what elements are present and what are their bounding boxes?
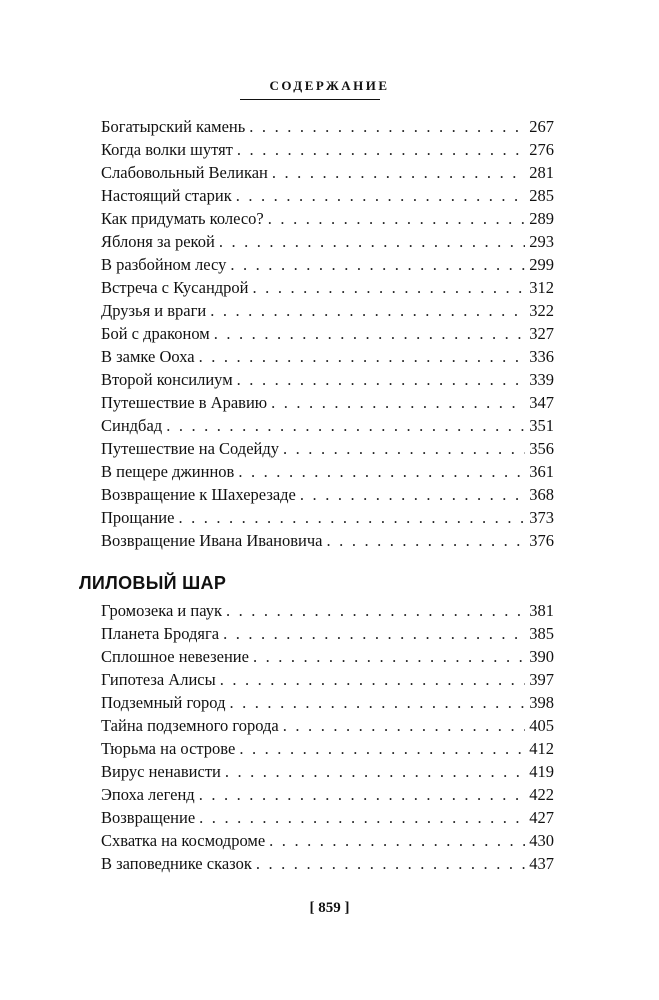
toc-leader-dots: [239, 739, 525, 759]
toc-entry-page: 267: [529, 117, 554, 136]
toc-entry-page: 285: [529, 186, 554, 205]
toc-entry: [101, 186, 554, 208]
toc-entry: [101, 439, 554, 461]
toc-leader-dots: [199, 785, 526, 805]
toc-leader-dots: [219, 232, 525, 252]
toc-entry: [101, 117, 554, 139]
toc-entry-page: 361: [529, 462, 554, 481]
toc-entry: [101, 393, 554, 415]
toc-entry-title: Сплошное невезение: [101, 647, 249, 666]
toc-entry-page: 327: [529, 324, 554, 343]
toc-entry: [101, 232, 554, 254]
toc-entry: [101, 324, 554, 346]
toc-entry: [101, 739, 554, 761]
toc-entry-title: Возвращение к Шахерезаде: [101, 485, 296, 504]
toc-entry-title: Друзья и враги: [101, 301, 207, 320]
toc-leader-dots: [225, 762, 525, 782]
toc-entry-title: Яблоня за рекой: [101, 232, 215, 251]
toc-leader-dots: [230, 255, 525, 275]
toc-entry-title: В пещере джиннов: [101, 462, 235, 481]
toc-entry: [101, 347, 554, 369]
toc-entry-title: Возвращение Ивана Ивановича: [101, 531, 323, 550]
toc-entry: [101, 485, 554, 507]
toc-entry-title: Тюрьма на острове: [101, 739, 236, 758]
toc-entry-title: Путешествие в Аравию: [101, 393, 268, 412]
toc-entry: [101, 785, 554, 807]
toc-leader-dots: [256, 854, 525, 874]
toc-leader-dots: [214, 324, 526, 344]
toc-entry: [101, 508, 554, 530]
toc-leader-dots: [269, 831, 525, 851]
toc-entry-page: 437: [529, 854, 554, 873]
toc-entry-page: 376: [529, 531, 554, 550]
toc-entry: [101, 140, 554, 162]
toc-entry-title: Синдбад: [101, 416, 163, 435]
toc-entry: [101, 670, 554, 692]
toc-entry-title: Встреча с Кусандрой: [101, 278, 249, 297]
toc-entry: [101, 301, 554, 323]
toc-entry-page: 427: [529, 808, 554, 827]
toc-leader-dots: [238, 462, 525, 482]
toc-leader-dots: [199, 347, 526, 367]
toc-entry-title: В замке Ооха: [101, 347, 195, 366]
toc-entry-page: 351: [529, 416, 554, 435]
toc-leader-dots: [327, 531, 526, 551]
toc-entry: [101, 278, 554, 300]
toc-entry-title: Бой с драконом: [101, 324, 210, 343]
toc-entry-title: Громозека и паук: [101, 601, 222, 620]
toc-entry-title: В заповеднике сказок: [101, 854, 252, 873]
toc-leader-dots: [253, 278, 526, 298]
toc-entry-page: 368: [529, 485, 554, 504]
toc-entry-page: 430: [529, 831, 554, 850]
toc-entry: [101, 163, 554, 185]
toc-entry-title: Когда волки шутят: [101, 140, 233, 159]
toc-entry-page: 312: [529, 278, 554, 297]
toc-entry-title: Эпоха легенд: [101, 785, 195, 804]
page-number: [ 859 ]: [309, 900, 350, 916]
toc-entry-title: Прощание: [101, 508, 175, 527]
toc-entry: [101, 255, 554, 277]
toc-entry: [101, 808, 554, 830]
toc-leader-dots: [229, 693, 525, 713]
toc-entry-title: Гипотеза Алисы: [101, 670, 216, 689]
toc-entry: [101, 601, 554, 623]
toc-leader-dots: [237, 140, 525, 160]
toc-entry: [101, 854, 554, 876]
toc-entry: [101, 831, 554, 853]
toc-entry: [101, 370, 554, 392]
toc-entry-page: 336: [529, 347, 554, 366]
toc-leader-dots: [220, 670, 526, 690]
toc-leader-dots: [237, 370, 526, 390]
toc-leader-dots: [223, 624, 525, 644]
toc-leader-dots: [178, 508, 525, 528]
toc-entry: [101, 209, 554, 231]
toc-leader-dots: [271, 393, 525, 413]
toc-entry-title: Схватка на космодроме: [101, 831, 266, 850]
toc-entry-title: Возвращение: [101, 808, 196, 827]
toc-entry-title: Подземный город: [101, 693, 226, 712]
toc-leader-dots: [283, 439, 525, 459]
toc-entry-page: 293: [529, 232, 554, 251]
toc-entry-page: 347: [529, 393, 554, 412]
toc-entry-title: Слабовольный Великан: [101, 163, 268, 182]
toc-entry-page: 381: [529, 601, 554, 620]
toc-entry-title: Второй консилиум: [101, 370, 233, 389]
toc-entry-page: 339: [529, 370, 554, 389]
toc-leader-dots: [268, 209, 525, 229]
toc-entry-page: 281: [529, 163, 554, 182]
toc-leader-dots: [166, 416, 525, 436]
toc-entry: [101, 693, 554, 715]
toc-entry: [101, 716, 554, 738]
toc-entry: [101, 416, 554, 438]
section-heading: ЛИЛОВЫЙ ШАР: [79, 573, 227, 593]
toc-entry-title: Вирус ненависти: [101, 762, 221, 781]
toc-leader-dots: [199, 808, 525, 828]
toc-leader-dots: [236, 186, 526, 206]
toc-leader-dots: [283, 716, 526, 736]
toc-entry-page: 385: [529, 624, 554, 643]
toc-leader-dots: [210, 301, 525, 321]
toc-entry-page: 299: [529, 255, 554, 274]
toc-entry: [101, 624, 554, 646]
toc-leader-dots: [272, 163, 525, 183]
toc-leader-dots: [300, 485, 525, 505]
toc-entry-page: 397: [529, 670, 554, 689]
toc-entry: [101, 647, 554, 669]
toc-entry-title: Богатырский камень: [101, 117, 246, 136]
toc-entry-page: 412: [529, 739, 554, 758]
toc-entry-title: Как придумать колесо?: [101, 209, 264, 228]
toc-entry-page: 422: [529, 785, 554, 804]
toc-entry: [101, 762, 554, 784]
toc-entry-title: Настоящий старик: [101, 186, 232, 205]
toc-entry-page: 390: [529, 647, 554, 666]
header-rule: [240, 99, 380, 100]
toc-entry: [101, 531, 554, 553]
toc-entry-title: Планета Бродяга: [101, 624, 220, 643]
toc-entry-page: 419: [529, 762, 554, 781]
toc-leader-dots: [253, 647, 525, 667]
toc-entry-title: Путешествие на Содейду: [101, 439, 279, 458]
toc-entry-title: Тайна подземного города: [101, 716, 279, 735]
page-header-title: СОДЕРЖАНИЕ: [269, 78, 390, 93]
toc-entry-title: В разбойном лесу: [101, 255, 227, 274]
toc-entry-page: 356: [529, 439, 554, 458]
toc-entry-page: 405: [529, 716, 554, 735]
toc-entry-page: 373: [529, 508, 554, 527]
toc-entry-page: 289: [529, 209, 554, 228]
toc-entry-page: 322: [529, 301, 554, 320]
toc-entry: [101, 462, 554, 484]
toc-leader-dots: [249, 117, 525, 137]
toc-entry-page: 276: [529, 140, 554, 159]
toc-leader-dots: [226, 601, 525, 621]
toc-entry-page: 398: [529, 693, 554, 712]
